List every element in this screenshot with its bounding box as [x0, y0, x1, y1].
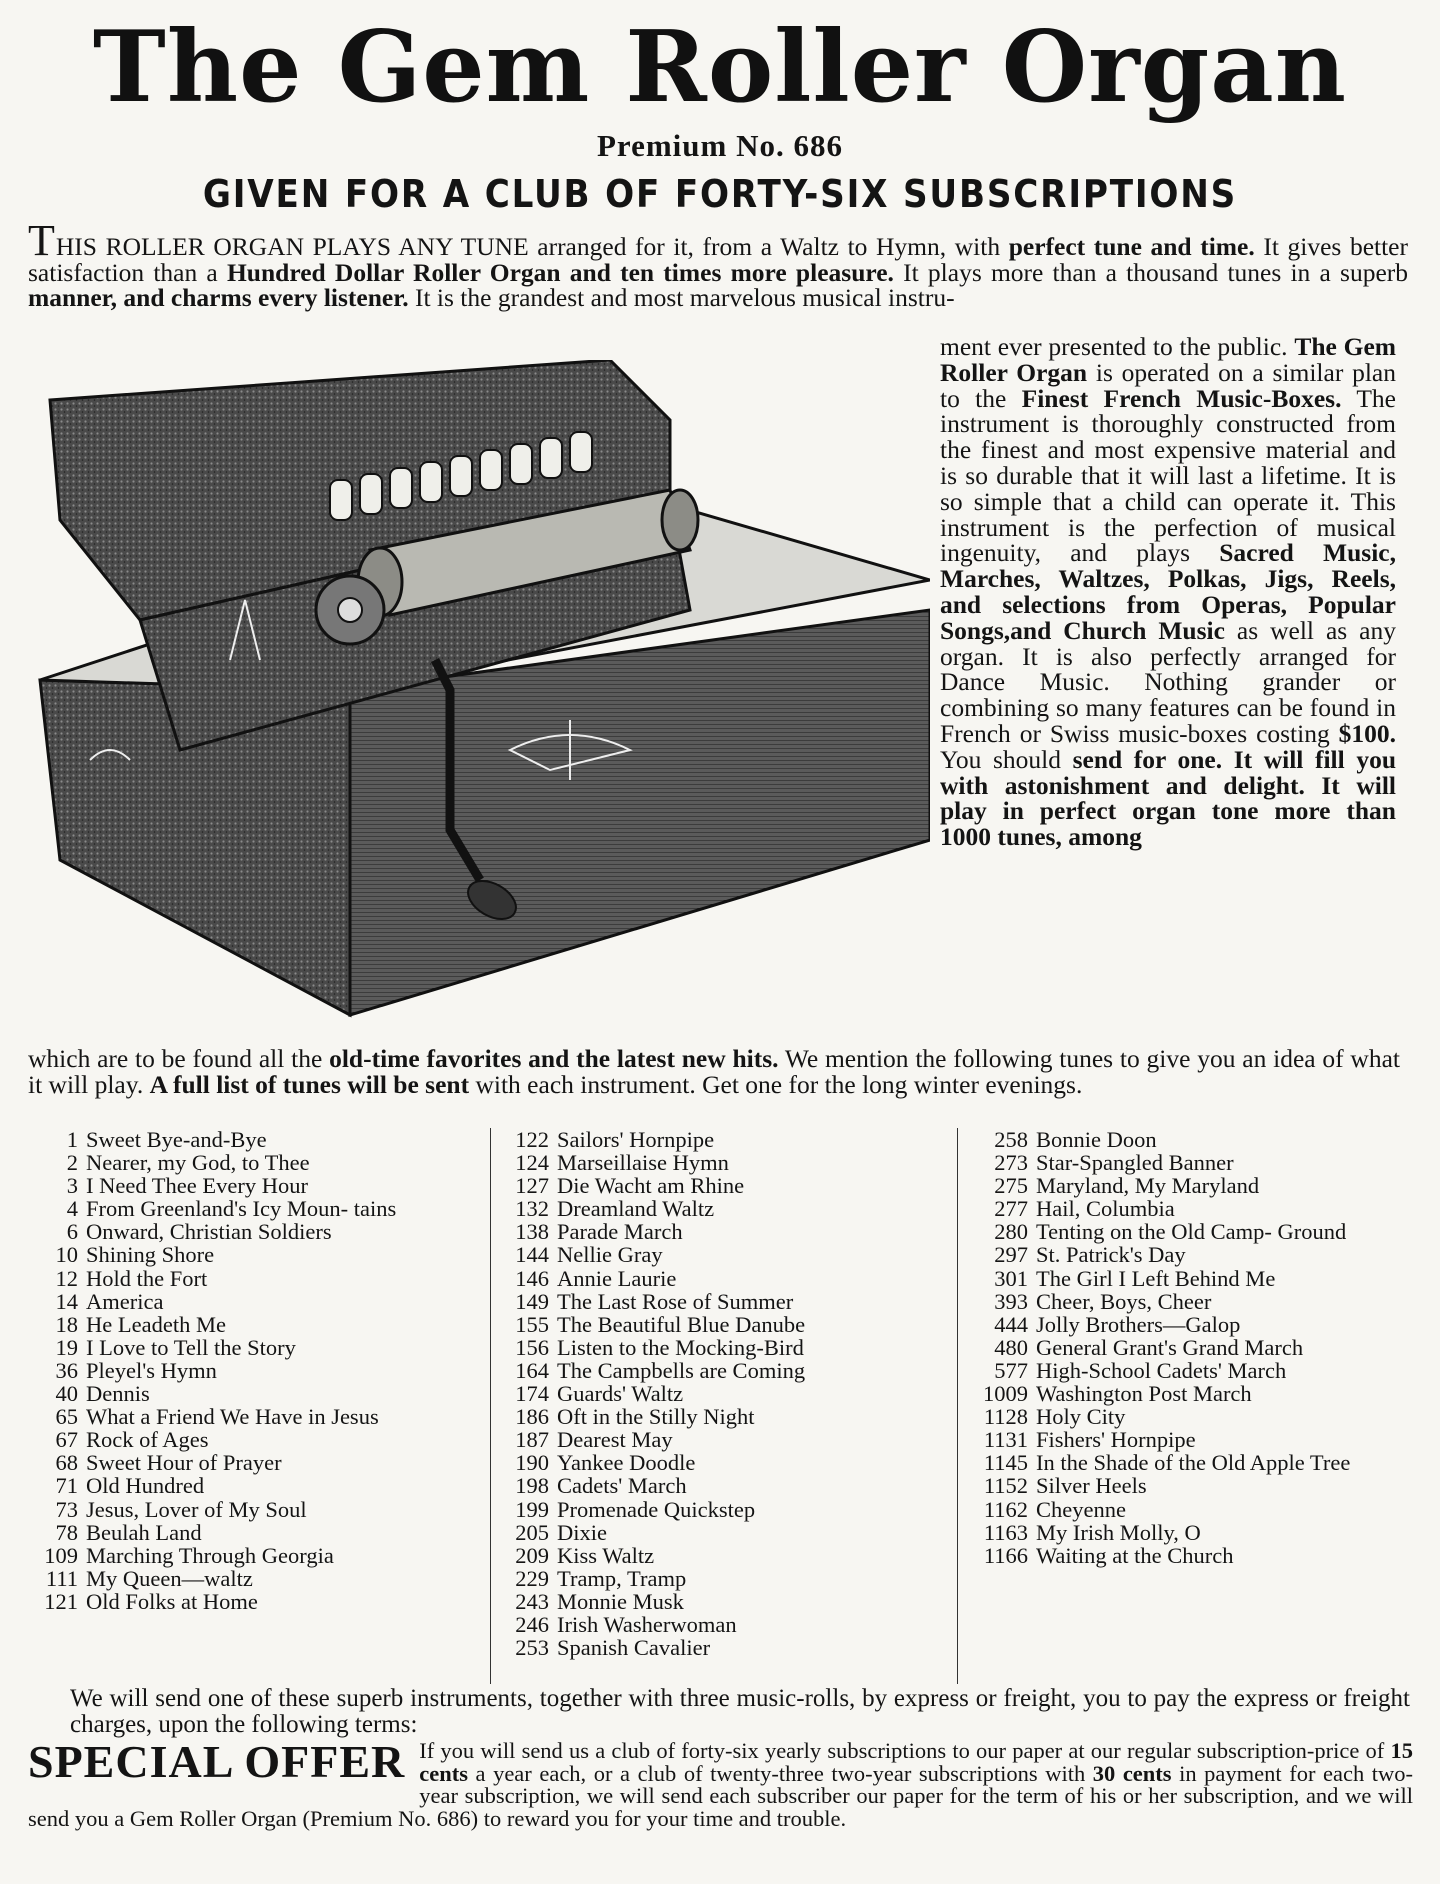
side-text-3: The instrument is thoroughly constructed from the finest and most expensive material and is so durable that it will last a lifetime. It is so simple that a child can operate it. This instrument is the perfection of musical ingenuity, and plays	[940, 383, 1396, 568]
tune-title: America	[86, 1288, 164, 1314]
intro-bold-2: Hundred Dollar Roller Organ and ten times more pleasure.	[226, 257, 894, 287]
tune-item	[497, 1474, 957, 1497]
tune-number: 124	[515, 1150, 549, 1176]
tune-number: 577	[994, 1357, 1028, 1383]
tune-number: 205	[515, 1519, 549, 1545]
tune-number: 273	[994, 1150, 1028, 1176]
tune-item	[28, 1544, 486, 1567]
tune-title: Jesus, Lover of My Soul	[86, 1496, 307, 1522]
tune-title: In the Shade of the Old Apple Tree	[1036, 1450, 1351, 1476]
tune-title: Old Hundred	[86, 1473, 205, 1499]
tune-item	[970, 1267, 1410, 1290]
tune-number: 1009	[983, 1381, 1028, 1407]
tune-title: Cheer, Boys, Cheer	[1036, 1288, 1212, 1314]
tune-title: General Grant's Grand March	[1036, 1334, 1304, 1360]
intro-bold-1: perfect tune and time.	[1008, 232, 1255, 261]
tune-item	[497, 1359, 957, 1382]
tune-number: 190	[515, 1450, 549, 1476]
tune-title: Waiting at the Church	[1036, 1542, 1234, 1568]
tune-number: 187	[515, 1427, 549, 1453]
tune-title: Beulah Land	[86, 1519, 202, 1545]
offer-text-1: If you will send us a club of forty-six yearly subscriptions to our paper at our regular subscription-price of	[419, 1738, 1391, 1763]
after-text-3: with each instrument. Get one for the long winter evenings.	[469, 1069, 1083, 1099]
tune-title: Marching Through Georgia	[86, 1542, 334, 1568]
intro-text-3: It plays more than a thousand tunes in a superb	[893, 257, 1409, 287]
tune-item	[497, 1174, 957, 1197]
given-heading: GIVEN FOR A CLUB OF FORTY-SIX SUBSCRIPTIONS	[202, 172, 1238, 216]
tune-item	[970, 1313, 1410, 1336]
side-text-4: as well as any organ. It is also perfectly arranged for Dance Music. Nothing grander or combining so many features can be found in French or Swiss music-boxes costing	[940, 615, 1396, 748]
tune-item	[497, 1290, 957, 1313]
tune-number: 78	[55, 1519, 78, 1545]
tune-item	[28, 1428, 486, 1451]
tune-number: 111	[45, 1565, 78, 1591]
tune-item	[970, 1197, 1410, 1220]
tune-number: 1145	[983, 1450, 1028, 1476]
tune-item	[970, 1151, 1410, 1174]
side-bold-5: send for one. It will fill you with astonishment and delight. It will play in perfect organ tone more than 1000 tunes, among	[940, 744, 1397, 852]
intro-paragraph	[28, 216, 1409, 312]
tune-number: 1	[66, 1127, 78, 1152]
tune-item	[497, 1428, 957, 1451]
tune-item	[970, 1336, 1410, 1359]
tune-number: 67	[55, 1427, 78, 1453]
tune-item	[497, 1498, 957, 1521]
side-bold-4: $100.	[1338, 718, 1396, 748]
offer-text-3: in payment for each two-year subscription, we will send each subscriber our paper for the term of his or her subscription, and we will send you a Gem Roller Organ (Premium No. 686) to reward you for your time and trouble.	[28, 1760, 1413, 1831]
tune-number: 12	[55, 1265, 78, 1291]
tune-number: 40	[55, 1381, 78, 1407]
tune-title: Cheyenne	[1036, 1496, 1126, 1522]
tune-item	[28, 1267, 486, 1290]
tune-item	[28, 1220, 486, 1243]
tune-item	[497, 1197, 957, 1220]
tune-title: Spanish Cavalier	[557, 1635, 711, 1661]
tune-title: Silver Heels	[1036, 1473, 1147, 1499]
tune-item	[497, 1405, 957, 1428]
terms-paragraph	[70, 1686, 1410, 1738]
tune-number: 1162	[983, 1496, 1028, 1522]
side-text-1: ment ever presented to the public.	[940, 332, 1295, 361]
tune-title: What a Friend We Have in Jesus	[86, 1404, 379, 1430]
tune-title: Dennis	[86, 1381, 150, 1407]
tune-title: Shining Shore	[86, 1242, 215, 1268]
tune-title: I Love to Tell the Story	[86, 1334, 296, 1360]
tune-number: 68	[55, 1450, 78, 1476]
tune-item	[28, 1405, 486, 1428]
after-bold-1: old-time favorites and the latest new hits.	[329, 1044, 779, 1073]
tune-number: 121	[44, 1588, 78, 1614]
tune-number: 10	[55, 1242, 78, 1268]
tune-number: 229	[515, 1565, 549, 1591]
tune-title: Oft in the Stilly Night	[557, 1404, 755, 1430]
tune-title: Hold the Fort	[86, 1265, 208, 1291]
tune-item	[497, 1590, 957, 1613]
tune-title: Holy City	[1036, 1404, 1126, 1430]
tune-item	[970, 1474, 1410, 1497]
tune-item	[28, 1128, 486, 1151]
page-title: The Gem Roller Organ	[92, 10, 1348, 125]
tune-number: 3	[66, 1173, 78, 1199]
side-description	[940, 334, 1396, 850]
tune-number: 164	[515, 1357, 549, 1383]
tune-item	[28, 1313, 486, 1336]
tune-title: He Leadeth Me	[86, 1311, 226, 1337]
tune-item	[970, 1498, 1410, 1521]
tune-title: Yankee Doodle	[557, 1450, 696, 1476]
tune-number: 1152	[983, 1473, 1028, 1499]
intro-text-4: It is the grandest and most marvelous musical instru-	[408, 283, 955, 312]
tune-number: 65	[55, 1404, 78, 1430]
tune-title: Parade March	[557, 1219, 683, 1245]
tune-number: 2	[66, 1150, 78, 1176]
after-bold-2: A full list of tunes will be sent	[149, 1069, 470, 1099]
offer-bold-2: 30 cents	[1092, 1760, 1172, 1786]
tune-item	[497, 1451, 957, 1474]
tune-number: 246	[515, 1611, 549, 1637]
tune-title: The Beautiful Blue Danube	[557, 1311, 806, 1337]
tune-number: 301	[994, 1265, 1028, 1291]
tune-number: 1131	[983, 1427, 1028, 1453]
tune-title: Kiss Waltz	[557, 1542, 655, 1568]
tune-item	[497, 1220, 957, 1243]
tune-title: My Queen—waltz	[86, 1565, 253, 1591]
tune-title: Maryland, My Maryland	[1036, 1173, 1260, 1199]
tune-title: Washington Post March	[1036, 1381, 1252, 1407]
tune-number: 18	[55, 1311, 78, 1337]
tune-item	[970, 1451, 1410, 1474]
tune-item	[28, 1243, 486, 1266]
tune-number: 138	[515, 1219, 549, 1245]
side-text-5: You should	[940, 744, 1073, 774]
offer-bold-1: 15 cents	[419, 1738, 1413, 1786]
tune-number: 258	[994, 1127, 1028, 1152]
tune-title: Sweet Hour of Prayer	[86, 1450, 282, 1476]
tune-item	[497, 1636, 957, 1659]
tune-item	[497, 1313, 957, 1336]
tune-item	[497, 1336, 957, 1359]
tune-title: Die Wacht am Rhine	[557, 1173, 745, 1199]
tunes-column-3	[958, 1128, 1410, 1684]
tune-item	[497, 1267, 957, 1290]
tune-title: Tramp, Tramp	[557, 1565, 687, 1591]
tune-title: My Irish Molly, O	[1036, 1519, 1201, 1545]
intro-text-2: It gives better satisfaction than a	[28, 232, 1408, 287]
tune-item	[497, 1382, 957, 1405]
tune-number: 297	[994, 1242, 1028, 1268]
tune-number: 1166	[983, 1542, 1028, 1568]
tune-item	[497, 1151, 957, 1174]
tune-item	[28, 1567, 486, 1590]
tune-number: 73	[55, 1496, 78, 1522]
special-offer-label: SPECIAL OFFER	[28, 1736, 406, 1787]
tune-title: Guards' Waltz	[557, 1381, 684, 1407]
tune-number: 127	[515, 1173, 549, 1199]
tune-item	[970, 1243, 1410, 1266]
side-bold-3: Sacred Music, Marches, Waltzes, Polkas, Jigs, Reels, and selections from Operas, Popular Songs,and Church Music	[940, 538, 1396, 645]
tune-title: Promenade Quickstep	[557, 1496, 756, 1522]
tune-title: Nearer, my God, to Thee	[86, 1150, 310, 1176]
tune-item	[970, 1544, 1410, 1567]
tune-number: 253	[515, 1635, 549, 1661]
tune-title: Pleyel's Hymn	[86, 1357, 217, 1383]
intro-bold-3: manner, and charms every listener.	[28, 283, 409, 312]
tune-title: Tenting on the Old Camp- Ground	[1036, 1219, 1347, 1245]
terms-text: We will send one of these superb instruments, together with three music-rolls, by express or freight, you to pay the express or freight charges, upon the following terms:	[70, 1685, 1410, 1738]
special-offer	[28, 1736, 1413, 1831]
tune-item	[970, 1428, 1410, 1451]
tune-title: High-School Cadets' March	[1036, 1357, 1287, 1383]
tune-title: Star-Spangled Banner	[1036, 1150, 1234, 1176]
tune-number: 149	[515, 1288, 549, 1314]
tune-number: 277	[994, 1196, 1028, 1222]
tune-title: Marseillaise Hymn	[557, 1150, 729, 1176]
intro-text-1: HIS ROLLER ORGAN PLAYS ANY TUNE arranged for it, from a Waltz to Hymn, with	[55, 232, 1009, 261]
tune-title: Cadets' March	[557, 1473, 687, 1499]
tune-title: Dixie	[557, 1519, 607, 1545]
tune-title: I Need Thee Every Hour	[86, 1173, 308, 1199]
tune-title: Onward, Christian Soldiers	[86, 1219, 332, 1245]
drop-cap: T	[28, 216, 56, 265]
tune-item	[28, 1174, 486, 1197]
tune-number: 146	[515, 1265, 549, 1291]
tune-item	[28, 1290, 486, 1313]
tunes-list	[28, 1128, 1413, 1684]
tune-title: Bonnie Doon	[1036, 1127, 1157, 1152]
tune-number: 393	[994, 1288, 1028, 1314]
tune-item	[28, 1498, 486, 1521]
tunes-column-2	[491, 1128, 958, 1684]
after-text-1: which are to be found all the	[28, 1044, 330, 1073]
tune-number: 4	[66, 1196, 78, 1222]
tune-item	[28, 1197, 486, 1220]
tune-title: Nellie Gray	[557, 1242, 663, 1268]
tunes-intro-paragraph	[28, 1046, 1400, 1097]
tune-item	[970, 1290, 1410, 1313]
tune-title: Old Folks at Home	[86, 1588, 258, 1614]
tune-title: Irish Washerwoman	[557, 1611, 737, 1637]
tune-item	[497, 1567, 957, 1590]
side-bold-2: Finest French Music-Boxes.	[1021, 383, 1342, 413]
tune-title: Fishers' Hornpipe	[1036, 1427, 1196, 1453]
tune-number: 199	[515, 1496, 549, 1522]
tune-number: 132	[515, 1196, 549, 1222]
tune-title: The Last Rose of Summer	[557, 1288, 794, 1314]
tune-title: Listen to the Mocking-Bird	[557, 1334, 804, 1360]
tune-number: 71	[55, 1473, 78, 1499]
tune-number: 36	[55, 1357, 78, 1383]
tune-number: 6	[66, 1219, 78, 1245]
tune-number: 480	[994, 1334, 1028, 1360]
tune-number: 19	[55, 1334, 78, 1360]
tune-item	[497, 1128, 957, 1151]
tune-title: Dreamland Waltz	[557, 1196, 715, 1222]
tune-item	[970, 1220, 1410, 1243]
tune-title: Hail, Columbia	[1036, 1196, 1175, 1222]
tune-item	[970, 1521, 1410, 1544]
tune-item	[970, 1359, 1410, 1382]
tune-number: 198	[515, 1473, 549, 1499]
tune-item	[28, 1336, 486, 1359]
tune-item	[28, 1151, 486, 1174]
tune-title: The Girl I Left Behind Me	[1036, 1265, 1276, 1291]
premium-number: Premium No. 686	[596, 128, 844, 163]
tune-title: Monnie Musk	[557, 1588, 684, 1614]
tune-item	[28, 1359, 486, 1382]
tune-number: 109	[44, 1542, 78, 1568]
tune-item	[28, 1382, 486, 1405]
after-text-2: We mention the following tunes to give you an idea of what it will play.	[28, 1044, 1400, 1099]
tune-number: 444	[994, 1311, 1028, 1337]
offer-text-2: a year each, or a club of twenty-three two-year subscriptions with	[467, 1760, 1093, 1786]
tune-number: 122	[515, 1127, 549, 1152]
tune-title: Dearest May	[557, 1427, 673, 1453]
tune-item	[497, 1243, 957, 1266]
tune-item	[970, 1405, 1410, 1428]
tune-title: St. Patrick's Day	[1036, 1242, 1186, 1268]
tune-number: 280	[994, 1219, 1028, 1245]
tunes-column-1	[28, 1128, 491, 1684]
tune-number: 209	[515, 1542, 549, 1568]
tune-number: 156	[515, 1334, 549, 1360]
tune-item	[497, 1521, 957, 1544]
tune-title: The Campbells are Coming	[557, 1357, 806, 1383]
tune-number: 155	[515, 1311, 549, 1337]
tune-number: 1163	[983, 1519, 1028, 1545]
roller-organ-illustration	[30, 360, 930, 1020]
tune-title: From Greenland's Icy Moun- tains	[86, 1196, 397, 1222]
tune-title: Jolly Brothers—Galop	[1036, 1311, 1241, 1337]
tune-title: Sailors' Hornpipe	[557, 1127, 715, 1152]
tune-item	[497, 1613, 957, 1636]
tune-number: 186	[515, 1404, 549, 1430]
tune-item	[497, 1544, 957, 1567]
tune-number: 243	[515, 1588, 549, 1614]
tune-item	[970, 1128, 1410, 1151]
tune-item	[970, 1174, 1410, 1197]
tune-number: 1128	[983, 1404, 1028, 1430]
tune-title: Rock of Ages	[86, 1427, 209, 1453]
tune-number: 14	[55, 1288, 78, 1314]
tune-title: Sweet Bye-and-Bye	[86, 1127, 267, 1152]
tune-item	[970, 1382, 1410, 1405]
side-text-2: is operated on a similar plan to the	[940, 357, 1396, 413]
tune-item	[28, 1474, 486, 1497]
tune-item	[28, 1451, 486, 1474]
tune-number: 144	[515, 1242, 549, 1268]
tune-item	[28, 1521, 486, 1544]
tune-number: 174	[515, 1381, 549, 1407]
tune-item	[28, 1590, 486, 1613]
side-bold-1: The Gem Roller Organ	[940, 332, 1397, 387]
tune-number: 275	[994, 1173, 1028, 1199]
tune-title: Annie Laurie	[557, 1265, 677, 1291]
